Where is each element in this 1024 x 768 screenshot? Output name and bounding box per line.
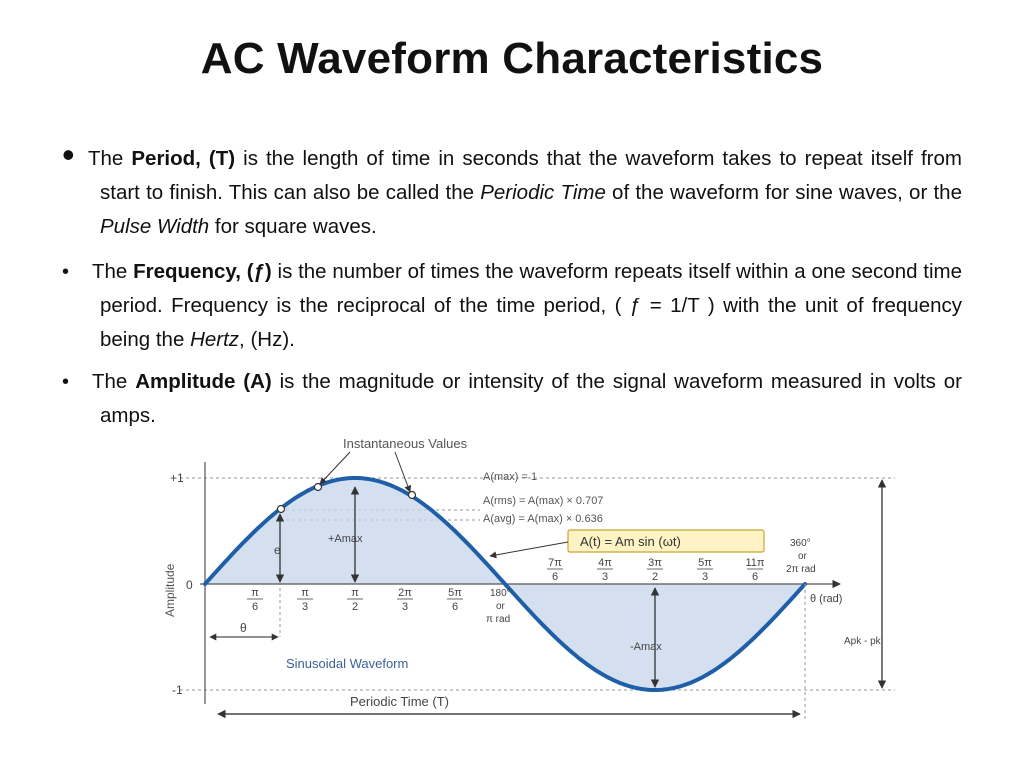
formula-pointer xyxy=(490,542,568,556)
formula-label: A(t) = Am sin (ωt) xyxy=(580,534,681,549)
callout-line xyxy=(395,452,410,492)
bullet-marker: • xyxy=(62,134,75,175)
bullet-marker: • xyxy=(62,261,70,283)
amplitude-axis-label: Amplitude xyxy=(163,563,177,617)
tick-label-denominator: 6 xyxy=(251,601,259,613)
tick-label-denominator: 2 xyxy=(651,571,659,583)
tick-label-denominator: 3 xyxy=(701,571,709,583)
plus-amax-label: +Amax xyxy=(328,533,363,545)
upper-tick-labels xyxy=(547,557,765,583)
deg360-line1: 360° xyxy=(790,538,811,549)
aavg-equation: A(avg) = A(max) × 0.636 xyxy=(483,513,603,525)
tick-label-numerator: 4π xyxy=(598,557,612,569)
tick-label-numerator: π xyxy=(351,587,359,599)
term-amplitude: Amplitude (A) xyxy=(135,370,272,393)
deg180-line3: π rad xyxy=(486,614,511,625)
instantaneous-point xyxy=(278,506,285,513)
tick-label-denominator: 2 xyxy=(351,601,359,613)
tick-label-numerator: 5π xyxy=(448,587,462,599)
tick-label-denominator: 3 xyxy=(601,571,609,583)
bullet-text: , (Hz). xyxy=(239,328,295,351)
minus-one-label: -1 xyxy=(172,683,183,697)
tick-label-denominator: 6 xyxy=(751,571,759,583)
bullet-period xyxy=(62,134,962,244)
tick-label-numerator: 3π xyxy=(648,557,662,569)
instantaneous-point xyxy=(409,492,416,499)
bullet-text: The xyxy=(92,260,134,283)
arms-equation: A(rms) = A(max) × 0.707 xyxy=(483,495,604,507)
instantaneous-values-label: Instantaneous Values xyxy=(343,436,468,451)
tick-label-denominator: 6 xyxy=(551,571,559,583)
plus-one-label: +1 xyxy=(170,471,184,485)
tick-label-numerator: 5π xyxy=(698,557,712,569)
bullet-text: The xyxy=(92,370,136,393)
lower-tick-labels xyxy=(247,587,463,613)
theta-axis-label: θ (rad) xyxy=(810,593,843,605)
e-label: e xyxy=(274,543,281,557)
tick-label-numerator: π xyxy=(251,587,259,599)
tick-label-denominator: 3 xyxy=(301,601,309,613)
deg360-line3: 2π rad xyxy=(786,564,816,575)
slide-title: AC Waveform Characteristics xyxy=(200,34,824,83)
tick-label-numerator: 7π xyxy=(548,557,562,569)
tick-label-denominator: 6 xyxy=(451,601,459,613)
bullet-text: The xyxy=(88,147,132,170)
term-period: Period, (T) xyxy=(131,147,236,170)
bullet-text: of the waveform for sine waves, or the xyxy=(605,181,962,204)
zero-label: 0 xyxy=(186,578,193,592)
term-frequency: Frequency, (ƒ) xyxy=(133,260,272,283)
bullet-text: for square waves. xyxy=(209,215,377,238)
sinusoidal-waveform-label: Sinusoidal Waveform xyxy=(286,656,409,671)
tick-label-numerator: π xyxy=(301,587,309,599)
theta-label: θ xyxy=(240,621,247,635)
term-periodic-time: Periodic Time xyxy=(480,181,606,204)
deg360-line2: or xyxy=(798,551,807,562)
bullet-text: is the magnitude or intensity of the signal waveform measured in volts or amps. xyxy=(100,370,962,427)
amax-equation: A(max) = 1 xyxy=(483,471,538,483)
tick-label-denominator: 3 xyxy=(401,601,409,613)
deg180-line1: 180° xyxy=(490,588,511,599)
app-label: Apk - pk xyxy=(844,636,881,647)
bullet-frequency xyxy=(62,255,962,357)
instantaneous-point xyxy=(315,484,322,491)
tick-label-numerator: 11π xyxy=(745,557,765,569)
bullet-text: is the length of time in seconds that the waveform takes to repeat itself from start to finish. This can also be called the xyxy=(100,147,962,204)
bullet-text: is the number of times the waveform repeats itself within a one second time period. Frequency is the reciprocal of the time period, ( ƒ = 1/T ) with the unit of frequency being the xyxy=(100,260,962,351)
bullet-amplitude xyxy=(62,365,962,433)
term-hertz: Hertz xyxy=(190,328,240,351)
term-pulse-width: Pulse Width xyxy=(100,215,210,238)
bullet-marker: • xyxy=(62,371,70,393)
tick-label-numerator: 2π xyxy=(398,587,412,599)
deg180-line2: or xyxy=(496,601,505,612)
periodic-time-label: Periodic Time (T) xyxy=(350,694,449,709)
minus-amax-label: -Amax xyxy=(630,641,662,653)
sine-waveform-diagram xyxy=(150,432,910,722)
